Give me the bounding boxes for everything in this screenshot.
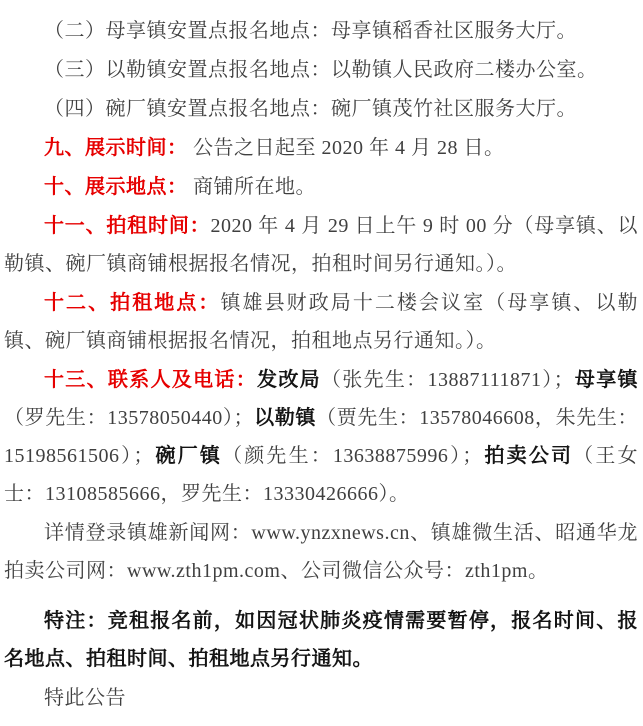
contact-office-name: 拍卖公司 — [482, 445, 574, 467]
contact-phone: （张先生：13887111871）； — [320, 369, 575, 391]
section-heading: 十一、拍租时间： — [44, 215, 211, 237]
para-section-12-auction-place — [4, 284, 638, 360]
para-text: （四）碗厂镇安置点报名地点：碗厂镇茂竹社区服务大厅。 — [44, 98, 577, 120]
contact-phone: （贾先生：13578046608，朱先生：15198561506）； — [4, 407, 639, 467]
para-text: 特注：竞租报名前，如因冠状肺炎疫情需要暂停，报名时间、报名地点、拍租时间、拍租地点另行通知。 — [4, 610, 638, 670]
para-text: 特此公告 — [44, 687, 126, 709]
contact-office-name: 发改局 — [257, 369, 321, 391]
para-section-10-display-place — [4, 168, 638, 206]
para-details-websites — [4, 514, 638, 590]
para-section-11-auction-time — [4, 207, 638, 283]
para-text: （三）以勒镇安置点报名地点：以勒镇人民政府二楼办公室。 — [44, 59, 598, 81]
para-registration-point-2 — [4, 12, 638, 50]
contact-phone: （王女士：13108585666，罗先生：13330426666）。 — [4, 445, 639, 505]
contact-phone: （颜先生：13638875996）； — [222, 445, 483, 467]
para-section-13-contacts — [4, 361, 638, 513]
para-special-note — [4, 602, 638, 678]
section-body: 商铺所在地。 — [187, 176, 316, 198]
para-text: （二）母享镇安置点报名地点：母享镇稻香社区服务大厅。 — [44, 20, 577, 42]
para-text: 详情登录镇雄新闻网：www.ynzxnews.cn、镇雄微生活、昭通华龙拍卖公司网：www.zth1pm.com、公司微信公众号：zth1pm。 — [4, 522, 638, 582]
contact-office-name: 母享镇 — [574, 369, 639, 391]
para-section-9-display-time — [4, 129, 638, 167]
contact-office-name: 碗厂镇 — [153, 445, 223, 467]
section-body: 公告之日起至 2020 年 4 月 28 日。 — [187, 137, 505, 159]
para-closing — [4, 679, 638, 717]
section-heading: 十二、拍租地点： — [44, 292, 221, 314]
contact-phone: （罗先生：13578050440）； — [4, 407, 254, 429]
section-heading: 十、展示地点： — [44, 176, 188, 198]
para-registration-point-4 — [4, 90, 638, 128]
section-body: 2020 年 4 月 29 日上午 9 时 00 分（母享镇、以勒镇、碗厂镇商铺根据报名情况，拍租时间另行通知。）。 — [4, 215, 639, 275]
section-heading: 十三、联系人及电话： — [44, 369, 258, 391]
para-registration-point-3 — [4, 51, 638, 89]
contact-office-name: 以勒镇 — [254, 407, 317, 429]
section-heading: 九、展示时间： — [44, 137, 188, 159]
section-body: 镇雄县财政局十二楼会议室（母享镇、以勒镇、碗厂镇商铺根据报名情况，拍租地点另行通知。）。 — [4, 292, 639, 352]
